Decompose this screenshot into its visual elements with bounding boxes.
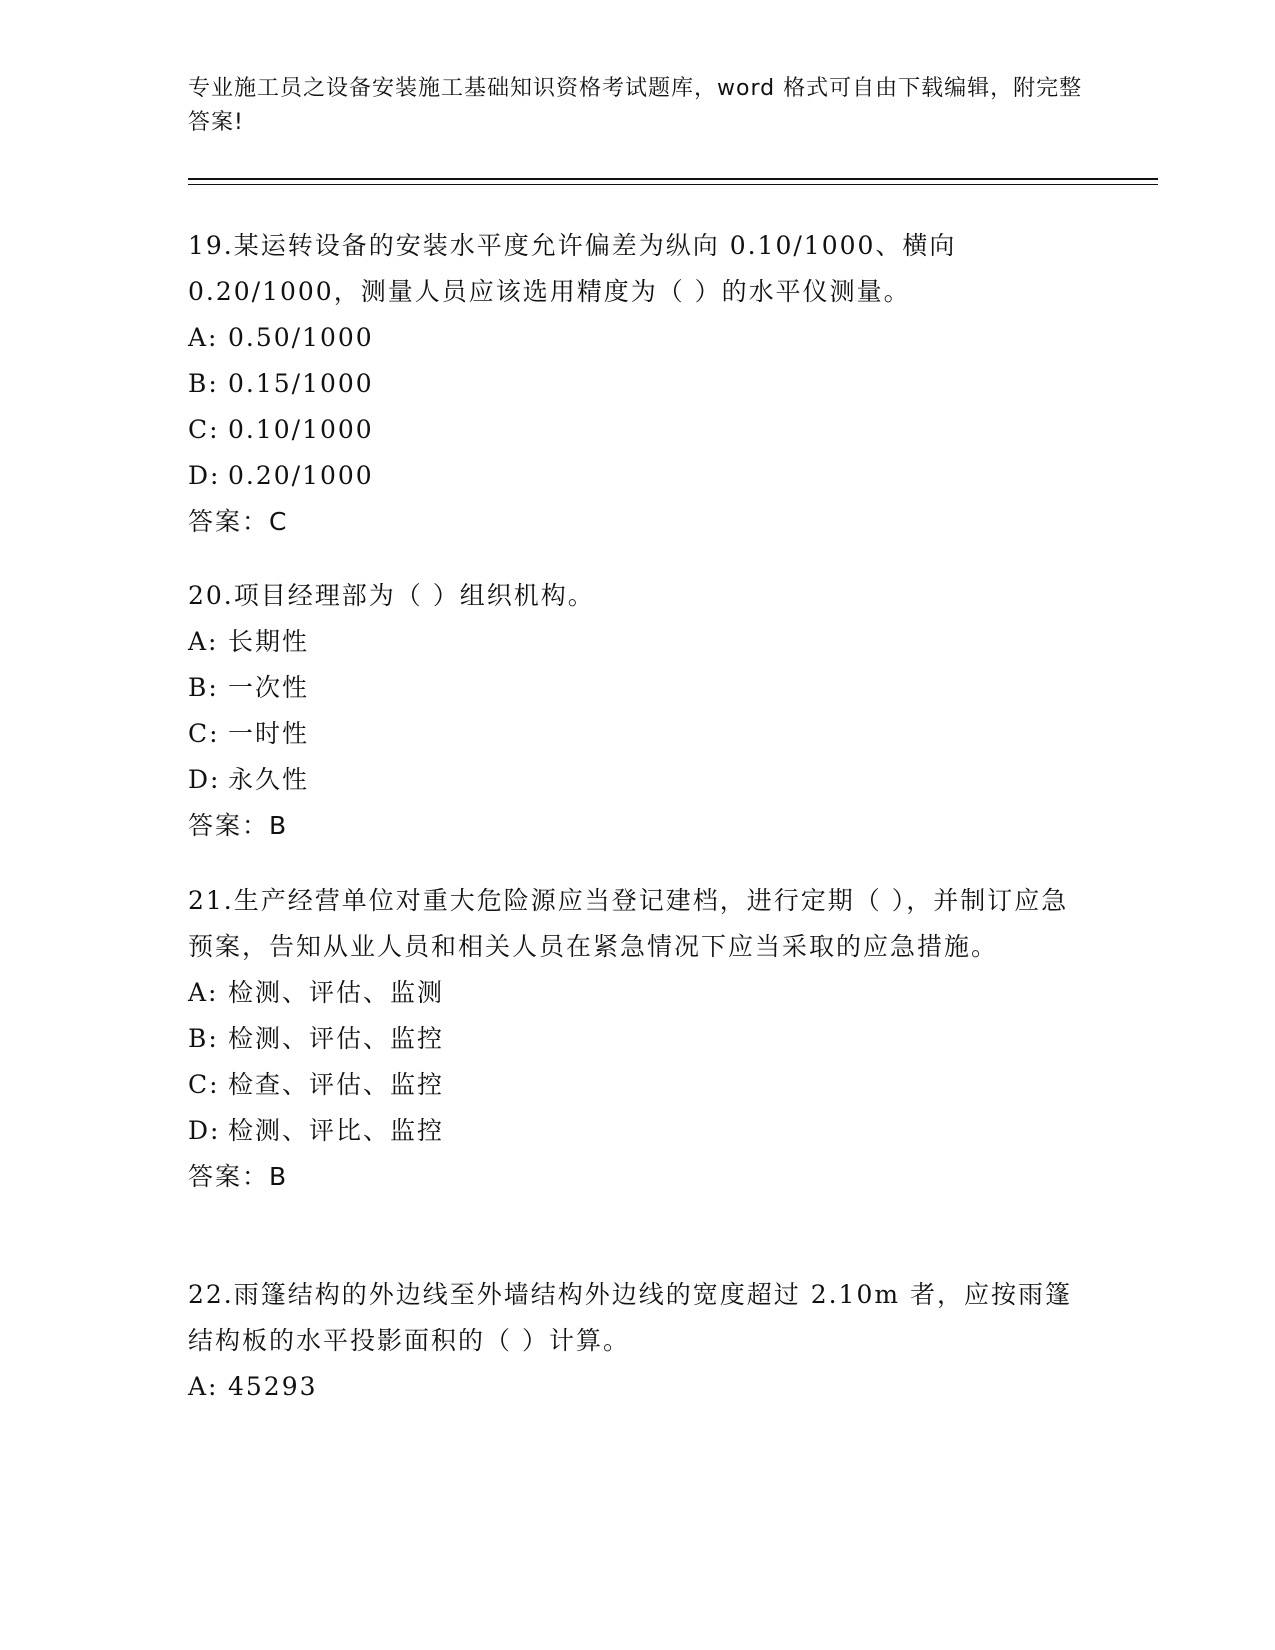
answer-label: 答案：B xyxy=(188,811,289,840)
option-text: 长期性 xyxy=(228,627,310,656)
option-letter: A: xyxy=(188,1372,219,1401)
option-c xyxy=(188,1062,1088,1108)
answer-label: 答案：B xyxy=(188,1162,289,1191)
question-21 xyxy=(188,878,1088,1200)
option-letter: B: xyxy=(188,673,219,702)
document-header: 专业施工员之设备安装施工基础知识资格考试题库，word 格式可自由下载编辑，附完整答案! xyxy=(188,76,1083,135)
option-b xyxy=(188,361,1088,407)
option-letter: D: xyxy=(188,1116,221,1145)
option-a xyxy=(188,619,1088,665)
option-b xyxy=(188,665,1088,711)
option-text: 45293 xyxy=(228,1372,318,1401)
option-letter: C: xyxy=(188,1070,220,1099)
option-text: 0.15/1000 xyxy=(228,369,374,398)
option-a xyxy=(188,970,1088,1016)
option-text: 检测、评估、监控 xyxy=(228,1024,445,1053)
option-text: 一次性 xyxy=(228,673,310,702)
option-text: 0.20/1000 xyxy=(228,461,374,490)
question-19 xyxy=(188,223,1088,545)
option-text: 检测、评估、监测 xyxy=(228,978,445,1007)
question-text: 21.生产经营单位对重大危险源应当登记建档，进行定期（ ），并制订应急预案，告知从业人员和相关人员在紧急情况下应当采取的应急措施。 xyxy=(188,886,1069,961)
option-b xyxy=(188,1016,1088,1062)
option-text: 检查、评估、监控 xyxy=(228,1070,445,1099)
question-20 xyxy=(188,573,1088,849)
option-c xyxy=(188,407,1088,453)
option-letter: D: xyxy=(188,461,221,490)
option-d xyxy=(188,757,1088,803)
option-letter: B: xyxy=(188,1024,219,1053)
header-divider-thin xyxy=(188,184,1158,185)
option-text: 一时性 xyxy=(228,719,310,748)
question-text: 20.项目经理部为（ ）组织机构。 xyxy=(188,581,595,610)
option-letter: C: xyxy=(188,415,220,444)
header-divider-thick xyxy=(188,178,1158,180)
option-d xyxy=(188,1108,1088,1154)
option-letter: A: xyxy=(188,323,219,352)
option-text: 检测、评比、监控 xyxy=(228,1116,445,1145)
option-a xyxy=(188,1364,1088,1410)
answer-label: 答案：C xyxy=(188,507,289,536)
option-letter: B: xyxy=(188,369,219,398)
question-text: 19.某运转设备的安装水平度允许偏差为纵向 0.10/1000、横向 0.20/1000，测量人员应该选用精度为（ ）的水平仪测量。 xyxy=(188,231,957,306)
question-22 xyxy=(188,1272,1088,1410)
option-a xyxy=(188,315,1088,361)
option-letter: A: xyxy=(188,627,219,656)
question-text: 22.雨篷结构的外边线至外墙结构外边线的宽度超过 2.10m 者，应按雨篷结构板的水平投影面积的（ ）计算。 xyxy=(188,1280,1073,1355)
option-c xyxy=(188,711,1088,757)
option-letter: C: xyxy=(188,719,220,748)
option-d xyxy=(188,453,1088,499)
option-text: 永久性 xyxy=(228,765,310,794)
option-text: 0.50/1000 xyxy=(228,323,374,352)
option-letter: D: xyxy=(188,765,221,794)
option-letter: A: xyxy=(188,978,219,1007)
option-text: 0.10/1000 xyxy=(228,415,374,444)
